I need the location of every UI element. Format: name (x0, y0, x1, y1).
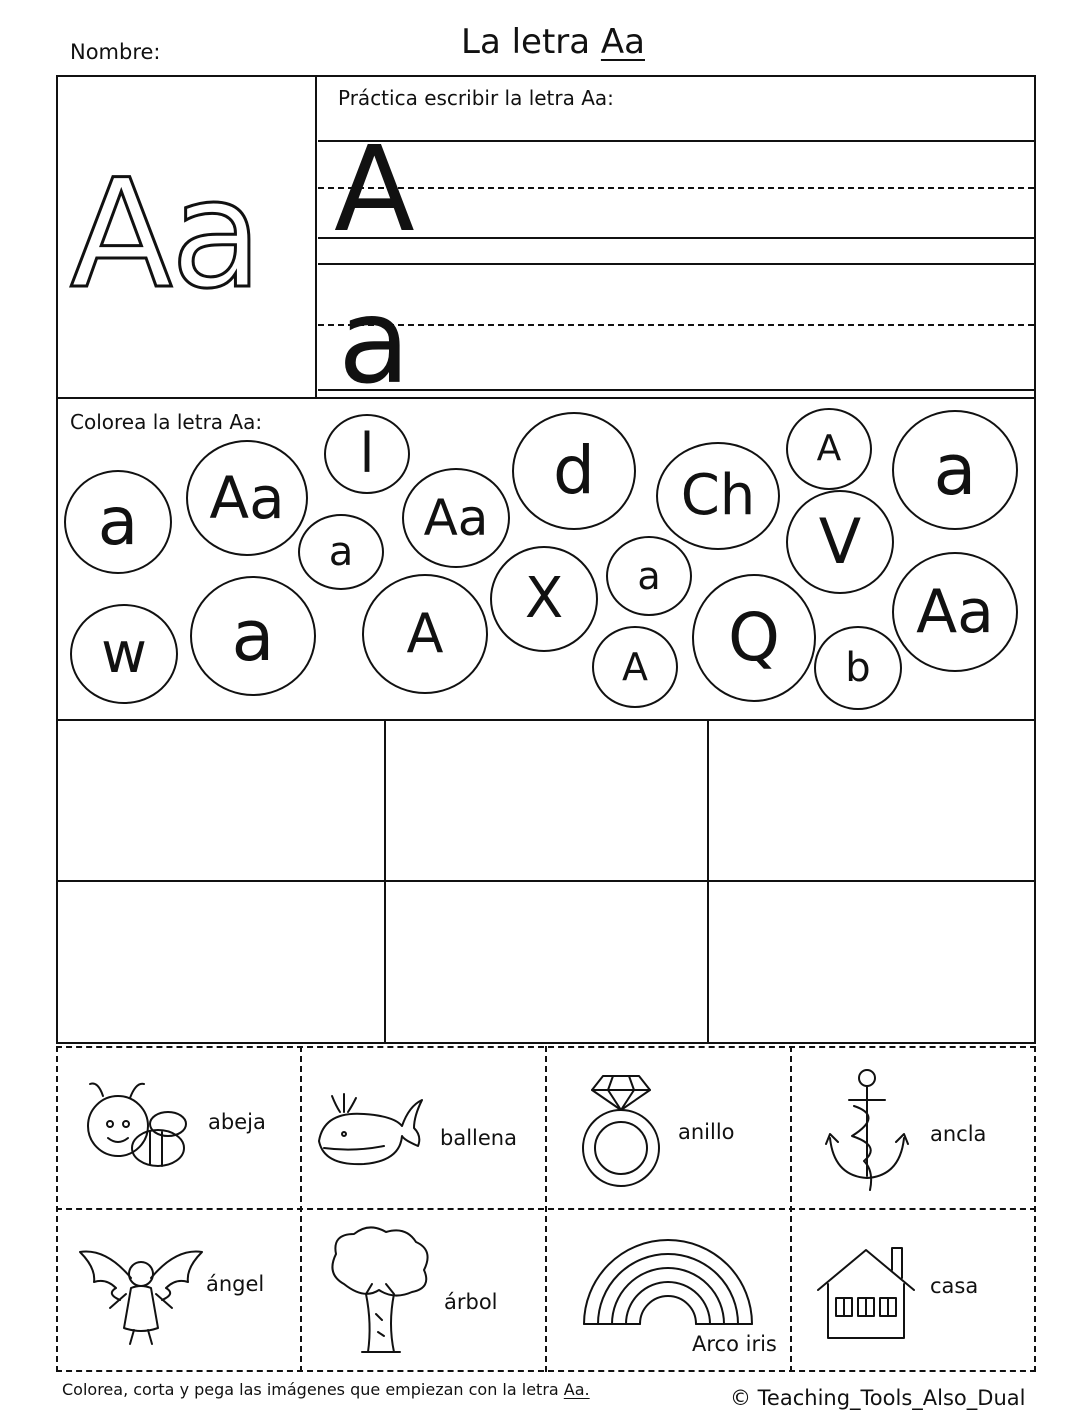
letter-bubble[interactable]: X (490, 546, 598, 652)
writing-baseline (318, 389, 1034, 391)
top-divider (315, 75, 317, 397)
cutout-word: casa (930, 1274, 979, 1298)
cutout-word: anillo (678, 1120, 735, 1144)
trace-uppercase: A (334, 120, 415, 258)
letter-bubble[interactable]: d (512, 412, 636, 530)
cutout-word: ballena (440, 1126, 517, 1150)
letter-bubble[interactable]: A (362, 574, 488, 694)
writing-midline (318, 187, 1034, 189)
trace-lowercase: a (338, 272, 411, 410)
house-icon[interactable] (816, 1244, 916, 1344)
writing-baseline (318, 237, 1034, 239)
practice-label: Práctica escribir la letra Aa: (338, 86, 614, 110)
copyright-text: © Teaching_Tools_Also_Dual (730, 1386, 1026, 1410)
bee-icon[interactable] (78, 1076, 193, 1176)
grid-divider (56, 880, 1036, 882)
letter-bubble[interactable]: Aa (402, 468, 510, 568)
writing-line (318, 140, 1034, 142)
cutout-word: Arco iris (692, 1332, 777, 1356)
rainbow-icon[interactable] (578, 1236, 758, 1328)
angel-icon[interactable] (76, 1238, 206, 1348)
letter-bubble[interactable]: Aa (892, 552, 1018, 672)
outlined-letters: Aa (70, 148, 261, 322)
letter-bubble[interactable]: a (606, 536, 692, 616)
letter-bubble[interactable]: a (298, 514, 384, 590)
cutout-word: árbol (444, 1290, 498, 1314)
letter-bubble[interactable]: A (786, 408, 872, 490)
coloring-label: Colorea la letra Aa: (70, 410, 263, 434)
title-letter: Aa (600, 22, 645, 62)
writing-line (318, 263, 1034, 265)
writing-midline (318, 324, 1034, 326)
letter-bubble[interactable]: A (592, 626, 678, 708)
letter-bubble[interactable]: l (324, 414, 410, 494)
letter-bubble[interactable]: b (814, 626, 902, 710)
ring-icon[interactable] (578, 1070, 664, 1190)
letter-bubble[interactable]: a (64, 470, 172, 574)
letter-bubble[interactable]: a (892, 410, 1018, 530)
cut-line (56, 1208, 1036, 1210)
anchor-icon[interactable] (824, 1066, 910, 1196)
page-title: La letra Aa (461, 22, 645, 62)
tree-icon[interactable] (324, 1224, 434, 1354)
letter-bubble[interactable]: Q (692, 574, 816, 702)
letter-bubble[interactable]: Ch (656, 442, 780, 550)
footer-instruction: Colorea, corta y pega las imágenes que empiezan con la letra Aa. (62, 1380, 590, 1399)
name-label: Nombre: (70, 40, 161, 64)
cutout-word: abeja (208, 1110, 266, 1134)
whale-icon[interactable] (314, 1086, 424, 1176)
letter-bubble[interactable]: a (190, 576, 316, 696)
letter-bubble[interactable]: w (70, 604, 178, 704)
cutout-word: ángel (206, 1272, 265, 1296)
cutout-word: ancla (930, 1122, 987, 1146)
letter-bubble[interactable]: Aa (186, 440, 308, 556)
letter-bubble[interactable]: V (786, 490, 894, 594)
